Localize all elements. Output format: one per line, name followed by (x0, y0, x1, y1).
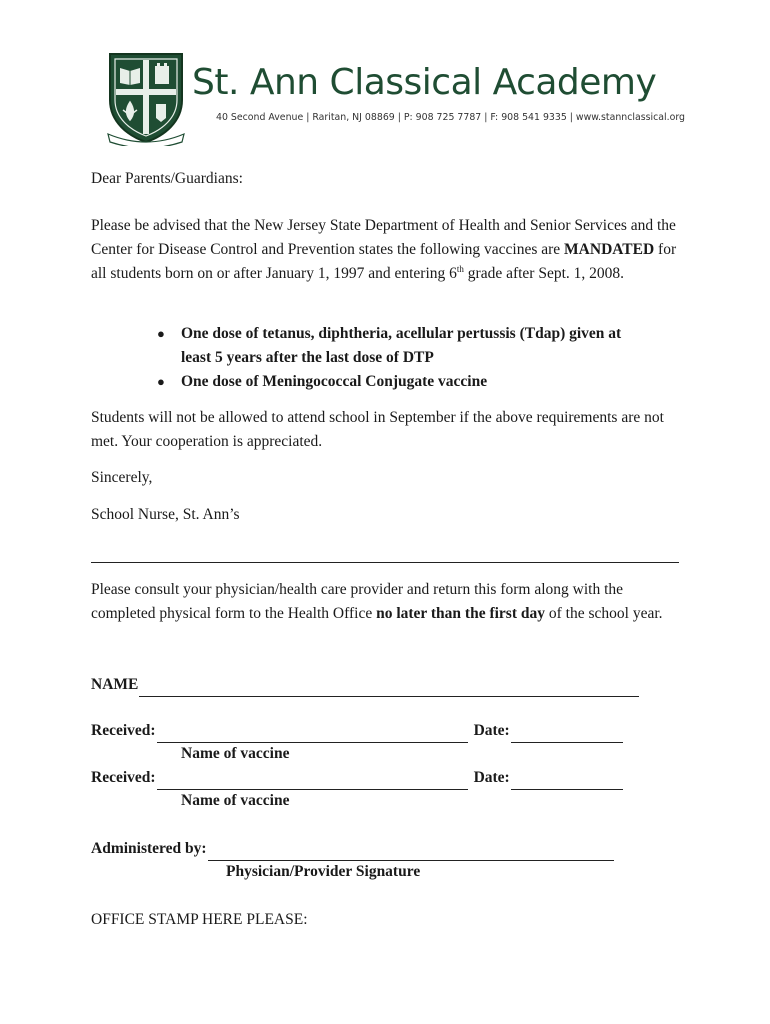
received-label: Received: (91, 769, 156, 786)
vaccine-name-field-1[interactable] (157, 724, 468, 743)
administered-row (91, 837, 614, 861)
school-contact-line: 40 Second Avenue | Raritan, NJ 08869 | P: 908 725 7787 | F: 908 541 9335 | www.stannclassical.org (216, 112, 685, 123)
intro-superscript: th (456, 263, 464, 274)
letterhead (106, 50, 686, 150)
divider-line (91, 562, 679, 563)
intro-paragraph (91, 214, 691, 286)
vaccine-list (157, 322, 637, 394)
name-field[interactable] (139, 678, 639, 697)
salutation: Dear Parents/Guardians: (91, 170, 243, 187)
intro-text-2: for all students born on or after January 1, 1997 and entering 6 (91, 241, 677, 282)
received-row-1 (91, 719, 623, 743)
office-stamp-label: OFFICE STAMP HERE PLEASE: (91, 911, 308, 928)
list-item-text: One dose of Meningococcal Conjugate vaccine (181, 373, 488, 390)
date-field-1[interactable] (511, 724, 623, 743)
intro-mandated: MANDATED (564, 241, 655, 258)
administered-label: Administered by: (91, 840, 207, 857)
name-label: NAME (91, 676, 139, 693)
provider-signature-field[interactable] (208, 842, 614, 861)
intro-text-3: grade after Sept. 1, 2008. (463, 265, 625, 282)
closing: Sincerely, (91, 469, 153, 486)
vaccine-name-field-2[interactable] (157, 771, 468, 790)
date-label: Date: (473, 722, 510, 739)
date-label: Date: (473, 769, 510, 786)
consult-text-1: Please consult your physician/health care provider and return this form along with the completed physical form to the Health Office (91, 581, 624, 622)
consult-deadline: no later than the first day (376, 605, 545, 622)
consult-paragraph (91, 578, 691, 626)
school-name: St. Ann Classical Academy (192, 62, 657, 103)
intro-text-1: Please be advised that the New Jersey State Department of Health and Senior Services and the Center for Disease Control and Prevention states the following vaccines are (91, 217, 676, 258)
requirements-warning: Students will not be allowed to attend school in September if the above requirements are not met. Your cooperation is appreciated. (91, 409, 664, 450)
school-crest-icon (106, 50, 186, 146)
date-field-2[interactable] (511, 771, 623, 790)
bullet-icon: ● (157, 326, 165, 341)
vaccine-name-caption: Name of vaccine (181, 745, 290, 762)
list-item (157, 322, 637, 370)
bullet-icon: ● (157, 374, 165, 389)
signature-caption: Physician/Provider Signature (226, 863, 421, 880)
received-row-2 (91, 766, 623, 790)
vaccine-name-caption: Name of vaccine (181, 792, 290, 809)
received-label: Received: (91, 722, 156, 739)
name-field-row (91, 673, 639, 697)
signoff: School Nurse, St. Ann’s (91, 506, 240, 523)
list-item-text: One dose of tetanus, diphtheria, acellular pertussis (Tdap) given at least 5 years after the last dose of DTP (181, 325, 622, 366)
list-item (157, 370, 637, 394)
consult-text-2: of the school year. (545, 605, 663, 622)
